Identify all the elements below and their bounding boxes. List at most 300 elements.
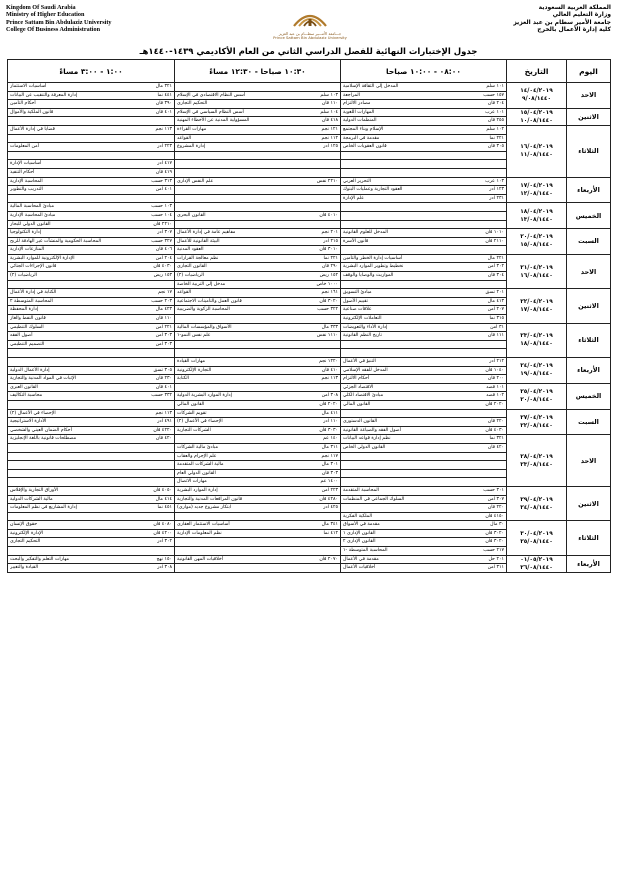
- course-cell-s2: [175, 151, 341, 160]
- course-code: ٢١٥ ادر: [323, 238, 338, 244]
- course-cell-s3: [8, 504, 175, 513]
- gregorian-date: ٢٢/٠٤/٢٠١٩: [520, 298, 553, 305]
- course-code: ٣٠١٠ قان: [319, 247, 338, 253]
- course-name: القانون الدولي الخاص: [343, 444, 386, 450]
- hijri-date: ٢٠/٠٨/١٤٤٠: [520, 397, 553, 404]
- course-cell-s1: [341, 478, 507, 487]
- course-name: القانون المالي: [177, 401, 205, 407]
- hijri-date: ١٧/٠٨/١٤٤٠: [520, 306, 553, 313]
- course-cell-s1: [341, 538, 507, 547]
- date-cell: [507, 409, 567, 435]
- course-cell-s2: [175, 461, 341, 470]
- course-cell-s3: [8, 375, 175, 384]
- course-cell-s2: [175, 186, 341, 195]
- course-name: المسؤولية المدنية عن الأخطاء المهنية: [177, 118, 250, 124]
- course-cell-s3: [8, 229, 175, 238]
- course-code: ٣٠٣٠ قان: [319, 427, 338, 433]
- course-code: ١٥٢ ريض: [319, 273, 338, 279]
- header-slot-3: ١:٠٠ - ٣:٠٠ مساءً: [8, 60, 175, 83]
- table-row: [8, 229, 611, 238]
- course-code: ١٠١ قصد: [486, 384, 504, 390]
- course-name: مقدمة في البرمجة: [343, 135, 380, 141]
- course-name: إدارة الأعمال الدولية: [10, 367, 50, 373]
- course-code: ٢٢٠ قان: [487, 505, 504, 511]
- course-cell-s3: [8, 495, 175, 504]
- course-code: ٤٠١ قان: [155, 384, 172, 390]
- course-cell-s3: [8, 134, 175, 143]
- course-code: ٢٠٤ امن: [155, 255, 172, 261]
- course-code: ١٠٠٠ خاص: [316, 281, 338, 287]
- course-name: إدارة التكنولوجيا: [10, 230, 42, 236]
- course-cell-s2: [175, 246, 341, 255]
- course-code: ٤١٧ ادر: [157, 161, 172, 167]
- course-code: ١١٣ نجم: [155, 126, 172, 132]
- course-name: مهارات القراءة: [177, 126, 207, 132]
- course-name: مالية الشركات الدولية: [10, 496, 53, 502]
- course-code: ٤٠١٠ قان: [319, 212, 338, 218]
- course-code: ٣١٣ حسب: [151, 178, 172, 184]
- course-cell-s1: [341, 203, 507, 212]
- course-cell-s3: [8, 186, 175, 195]
- english-line: College Of Business Administration: [6, 25, 101, 33]
- course-code: ٤١٩ قان: [155, 169, 172, 175]
- course-cell-s2: [175, 160, 341, 169]
- course-cell-s1: [341, 452, 507, 461]
- course-cell-s2: [175, 306, 341, 315]
- english-line: Ministry of Higher Education: [6, 11, 85, 19]
- course-code: ٤١٠ قان: [321, 367, 338, 373]
- course-name: التحكيم التجاري: [177, 101, 208, 107]
- course-name: المحاسبة الزكوية والضريبية: [177, 307, 230, 313]
- course-name: الملكية الفكرية: [343, 513, 373, 519]
- course-code: ٤٠٥٠ قان: [153, 487, 172, 493]
- date-cell: [507, 435, 567, 487]
- course-code: ١٥٣ ريض: [153, 273, 172, 279]
- course-cell-s3: [8, 177, 175, 186]
- gregorian-date: ٢٧/٠٤/٢٠١٩: [520, 414, 553, 421]
- course-cell-s3: [8, 168, 175, 177]
- course-code: ٤٤١ نما: [157, 92, 172, 98]
- course-code: ٢٠٢٠ قان: [319, 401, 338, 407]
- course-cell-s2: [175, 263, 341, 272]
- course-cell-s3: [8, 529, 175, 538]
- course-cell-s2: [175, 108, 341, 117]
- course-name: الإحصاء في الأعمال (٢): [10, 410, 56, 416]
- course-name: تقييم الأصول: [343, 298, 368, 304]
- course-code: ٢٣١ ادر: [489, 195, 504, 201]
- course-code: ٣٢١ مال: [155, 84, 172, 89]
- course-code: ٣٠٢٠ قان: [485, 530, 504, 536]
- course-cell-s1: [341, 151, 507, 160]
- course-code: ٣٣٢ حسب: [151, 393, 172, 399]
- day-cell: الاثنين: [567, 486, 611, 520]
- course-cell-s3: [8, 306, 175, 315]
- course-code: ٢٠١ حل: [488, 556, 504, 562]
- course-cell-s1: [341, 143, 507, 152]
- course-code: ٤٠٣٠ قان: [485, 427, 504, 433]
- course-code: ١٠١ عرب: [485, 109, 504, 115]
- course-name: قانون الأسرة: [343, 238, 369, 244]
- gregorian-date: ١٥/٠٤/٢٠١٩: [520, 109, 553, 116]
- page-title: جدول الإختبارات النهائية للفصل الدراسي الثاني من العام الأكاديمي ١٤٣٩-١٤٤٠هـ: [139, 47, 478, 57]
- course-cell-s2: [175, 340, 341, 349]
- course-cell-s1: [341, 83, 507, 92]
- course-cell-s1: [341, 229, 507, 238]
- course-cell-s3: [8, 418, 175, 427]
- course-code: ٢١٧ حسب: [483, 548, 504, 554]
- course-name: المحاسبة الحكومية والمنشآت غير الهادفة للربح: [10, 238, 102, 244]
- day-cell: الاثنين: [567, 108, 611, 125]
- date-cell: [507, 323, 567, 357]
- course-code: ١٠١ سلم: [486, 84, 504, 89]
- course-name: مفاهيم عامة في إدارة الأعمال: [177, 230, 236, 236]
- course-cell-s2: [175, 254, 341, 263]
- course-cell-s1: [341, 211, 507, 220]
- course-cell-s1: [341, 555, 507, 564]
- hijri-date: ٢٢/٠٨/١٤٤٠: [520, 422, 553, 429]
- header-slot-2: ١٠:٣٠ صباحا - ١٢:٣٠ مساءً: [175, 60, 341, 83]
- course-cell-s3: [8, 512, 175, 521]
- course-cell-s2: [175, 564, 341, 573]
- course-name: مقدمة في الأسواق: [343, 522, 380, 528]
- arabic-header: [461, 4, 611, 34]
- course-code: ٣٢١ نما: [489, 436, 504, 442]
- day-cell: الثلاثاء: [567, 521, 611, 555]
- course-name: التحكيم التجاري: [10, 539, 41, 545]
- course-cell-s1: [341, 272, 507, 281]
- course-name: علم الإجرام والعقاب: [177, 453, 217, 459]
- course-code: ١٢٣ ادر: [489, 187, 504, 193]
- course-code: ٣٠١ مال: [321, 462, 338, 468]
- date-cell: [507, 254, 567, 288]
- course-cell-s2: [175, 366, 341, 375]
- gregorian-date: ٢٩/٠٤/٢٠١٩: [520, 496, 553, 503]
- course-name: التعاملات الإلكترونية: [343, 316, 382, 322]
- course-cell-s3: [8, 349, 175, 358]
- course-cell-s2: [175, 237, 341, 246]
- course-cell-s2: [175, 297, 341, 306]
- course-cell-s2: [175, 358, 341, 367]
- course-name: علاقات صناعية: [343, 307, 372, 313]
- course-name: مهارات الاتصال: [177, 479, 207, 485]
- hijri-date: ٢٦/٠٨/١٤٤٠: [520, 564, 553, 571]
- course-code: ٤٠١ امن: [155, 187, 172, 193]
- course-cell-s2: [175, 426, 341, 435]
- course-cell-s2: [175, 486, 341, 495]
- course-cell-s1: [341, 254, 507, 263]
- course-cell-s2: [175, 409, 341, 418]
- course-name: مصطلحات قانونية باللغة الإنجليزية: [10, 436, 77, 442]
- course-code: ٢٢١ امن: [155, 324, 172, 330]
- course-cell-s2: [175, 125, 341, 134]
- course-cell-s1: [341, 246, 507, 255]
- hijri-date: ٢٣/٠٨/١٤٤٠: [520, 461, 553, 468]
- course-name: ابتكار مشروع جديد (مواري): [177, 505, 232, 511]
- course-cell-s3: [8, 461, 175, 470]
- course-code: ١٠٣ حسب: [151, 204, 172, 210]
- course-code: ٣١١ مال: [321, 444, 338, 450]
- course-code: ٤٥١ نما: [157, 505, 172, 511]
- course-cell-s2: [175, 211, 341, 220]
- course-cell-s2: [175, 443, 341, 452]
- course-code: ٣٩٠ قان: [155, 101, 172, 107]
- course-name: مدخل إلى التربية الخاصة: [177, 281, 226, 287]
- hijri-date: ١٨/٠٨/١٤٤٠: [520, 341, 553, 348]
- course-code: ٣١٥ نما: [489, 316, 504, 322]
- course-name: مهارات القيادة: [177, 359, 206, 364]
- course-name: الرياضيات (٢): [10, 273, 37, 279]
- course-cell-s2: [175, 538, 341, 547]
- course-code: ١١٧ نجم: [321, 453, 338, 459]
- exam-schedule-table: [7, 59, 611, 573]
- course-cell-s1: [341, 177, 507, 186]
- course-code: ١٥٧ حسب: [483, 92, 504, 98]
- course-code: ١٦١ نجم: [321, 290, 338, 296]
- course-cell-s1: [341, 366, 507, 375]
- date-cell: [507, 383, 567, 409]
- course-cell-s1: [341, 512, 507, 521]
- course-name: القواعد: [177, 290, 192, 296]
- course-name: نظم إدارة قواعد البيانات: [343, 436, 391, 442]
- table-row: [8, 203, 611, 212]
- course-code: ٣٤١ مال: [321, 522, 338, 528]
- date-cell: [507, 203, 567, 229]
- course-code: ٤١٥٠ قان: [485, 513, 504, 519]
- course-name: القيادة والتغيير: [10, 565, 39, 571]
- gregorian-date: ١٤/٠٤/٢٠١٩: [520, 88, 553, 95]
- course-cell-s3: [8, 366, 175, 375]
- course-cell-s1: [341, 91, 507, 100]
- course-cell-s2: [175, 194, 341, 203]
- course-cell-s3: [8, 211, 175, 220]
- course-code: ٣٠٣ قان: [321, 470, 338, 476]
- course-code: ٢٣٠ قان: [155, 376, 172, 382]
- header-day: اليوم: [567, 60, 611, 83]
- arabic-line: وزارة التعليم العالي: [552, 11, 611, 19]
- gregorian-date: ٢٨/٠٤/٢٠١٩: [520, 453, 553, 460]
- course-code: ١١٠ ادر: [323, 419, 338, 425]
- table-header-row: [8, 60, 611, 83]
- english-line: Prince Sattam Bin Abdulaziz University: [6, 18, 112, 26]
- date-cell: [507, 83, 567, 109]
- course-cell-s1: [341, 237, 507, 246]
- course-code: ٤١٤ مال: [155, 496, 172, 502]
- course-name: الإدارة الإلكترونية للموارد البشرية: [10, 255, 75, 261]
- course-cell-s3: [8, 100, 175, 109]
- date-cell: [507, 108, 567, 125]
- course-cell-s2: [175, 83, 341, 92]
- course-name: إدارة المشاريع في نظم المعلومات: [10, 505, 77, 511]
- course-cell-s2: [175, 383, 341, 392]
- course-cell-s2: [175, 521, 341, 530]
- course-name: قانون النفط والغاز: [10, 316, 46, 322]
- course-cell-s2: [175, 91, 341, 100]
- course-cell-s2: [175, 100, 341, 109]
- course-cell-s2: [175, 349, 341, 358]
- course-cell-s1: [341, 306, 507, 315]
- course-cell-s1: [341, 168, 507, 177]
- course-name: العقود المدنية: [177, 247, 204, 253]
- course-name: نظم المعلومات الإدارية: [177, 530, 222, 536]
- course-name: أحكام الالتزام: [343, 376, 370, 382]
- course-cell-s3: [8, 151, 175, 160]
- course-code: ١٠٢ قصد: [486, 393, 504, 399]
- day-cell: الخميس: [567, 203, 611, 229]
- course-cell-s1: [341, 100, 507, 109]
- course-name: مبادئ التسويق: [343, 290, 372, 296]
- course-code: ٤١١ مال: [321, 410, 338, 416]
- course-code: ١٢٥ ادر: [323, 144, 338, 150]
- course-cell-s3: [8, 478, 175, 487]
- course-cell-s1: [341, 383, 507, 392]
- table-row: [8, 254, 611, 263]
- table-row: [8, 108, 611, 117]
- course-cell-s3: [8, 452, 175, 461]
- table-row: [8, 486, 611, 495]
- course-code: ٤٠٣٠ قان: [153, 264, 172, 270]
- course-cell-s2: [175, 203, 341, 212]
- day-cell: الأربعاء: [567, 555, 611, 572]
- course-code: ٢٠٣ حسب: [151, 298, 172, 304]
- course-cell-s1: [341, 375, 507, 384]
- course-code: ٢٢١٠ نفس: [316, 178, 338, 184]
- course-code: ٣٣٣ مال: [321, 324, 338, 330]
- course-cell-s1: [341, 349, 507, 358]
- course-code: ٤٢٠ قان: [155, 436, 172, 442]
- course-cell-s3: [8, 83, 175, 92]
- date-cell: [507, 289, 567, 323]
- course-cell-s3: [8, 469, 175, 478]
- table-row: [8, 323, 611, 332]
- course-cell-s1: [341, 263, 507, 272]
- course-cell-s3: [8, 555, 175, 564]
- course-cell-s2: [175, 177, 341, 186]
- hijri-date: ١٢/٠٨/١٤٤٠: [520, 190, 553, 197]
- course-cell-s1: [341, 392, 507, 401]
- day-cell: السبت: [567, 409, 611, 435]
- course-name: المدخل للفقه الإسلامي: [343, 367, 388, 373]
- course-code: ٢٢٣ ادر: [157, 144, 172, 150]
- course-code: ٢٢١ مال: [487, 255, 504, 261]
- english-header: [6, 4, 176, 33]
- course-code: ٣١ امن: [490, 324, 504, 330]
- course-cell-s3: [8, 443, 175, 452]
- header-date: التاريخ: [507, 60, 567, 83]
- logo-text-en: Prince Sattam Bin Abdulaziz University: [273, 35, 347, 41]
- course-cell-s1: [341, 529, 507, 538]
- course-name: محاسبة التكاليف: [10, 393, 43, 399]
- course-cell-s1: [341, 521, 507, 530]
- course-code: ٤٩١ ادر: [157, 419, 172, 425]
- date-cell: [507, 555, 567, 572]
- course-name: مبادئ المحاسبة الإدارية: [10, 212, 56, 218]
- course-cell-s2: [175, 478, 341, 487]
- gregorian-date: ١٨/٠٤/٢٠١٩: [520, 208, 553, 215]
- course-name: قضايا في إدارة الأعمال: [10, 126, 55, 132]
- course-name: قانون العمل والتأمينات الاجتماعية: [177, 298, 242, 304]
- course-cell-s2: [175, 504, 341, 513]
- course-name: التصميم التنظيمي: [10, 341, 45, 347]
- course-cell-s3: [8, 486, 175, 495]
- date-cell: [507, 521, 567, 555]
- course-code: ٢٢٠ قان: [487, 419, 504, 425]
- course-name: أساسيات الإدارة: [10, 161, 42, 167]
- course-code: ١١٣ نجم: [155, 410, 172, 416]
- course-name: علم الإدارة: [343, 195, 365, 201]
- course-name: القواعد: [177, 135, 192, 141]
- course-cell-s2: [175, 418, 341, 427]
- course-code: ١٤٠٠ عم: [320, 479, 338, 485]
- course-code: ١٧ نجم: [158, 290, 172, 296]
- course-name: الإسلام وبناء المجتمع: [343, 126, 384, 132]
- course-cell-s1: [341, 564, 507, 573]
- course-code: ٢١١٠ قان: [485, 238, 504, 244]
- course-cell-s1: [341, 315, 507, 324]
- course-cell-s1: [341, 108, 507, 117]
- course-cell-s3: [8, 143, 175, 152]
- course-name: قانون المرافعات المدنية والتجارية: [177, 496, 243, 502]
- course-cell-s3: [8, 538, 175, 547]
- date-cell: [507, 177, 567, 203]
- course-name: المنازعات الإدارية: [10, 247, 45, 253]
- course-code: ٢٠٧ امن: [487, 307, 504, 313]
- course-cell-s3: [8, 125, 175, 134]
- course-name: نظم معالجة القرارات: [177, 255, 219, 261]
- arabic-line: كلية إدارة الأعمال بالخرج: [537, 26, 611, 34]
- course-code: ٢٠٧٠ قان: [319, 556, 338, 562]
- course-cell-s1: [341, 435, 507, 444]
- course-code: ١٠٢ سلم: [486, 126, 504, 132]
- table-row: [8, 383, 611, 392]
- course-name: قانون الإجراءات الجنائي: [10, 264, 57, 270]
- course-code: ٤١٨ قان: [321, 118, 338, 124]
- course-code: ٢٠١ تسق: [485, 290, 504, 296]
- page-header: [0, 0, 617, 60]
- course-cell-s2: [175, 117, 341, 126]
- course-cell-s3: [8, 297, 175, 306]
- course-cell-s1: [341, 117, 507, 126]
- course-name: الإدارة الإلكترونية: [10, 530, 44, 536]
- course-code: ٢٠١ نجم: [321, 230, 338, 236]
- course-code: ٢٠٢٠ قان: [485, 401, 504, 407]
- course-code: ٣١١ امن: [487, 565, 504, 571]
- course-cell-s1: [341, 504, 507, 513]
- course-cell-s3: [8, 91, 175, 100]
- course-cell-s1: [341, 461, 507, 470]
- hijri-date: ١٣/٠٨/١٤٤٠: [520, 216, 553, 223]
- table-row: [8, 125, 611, 134]
- table-row: [8, 409, 611, 418]
- date-cell: [507, 358, 567, 384]
- course-code: ٣٠٤ قان: [487, 273, 504, 279]
- day-cell: الثلاثاء: [567, 125, 611, 177]
- course-name: قانون الملكية والأموال: [10, 109, 54, 115]
- course-code: ٤١٣ مال: [487, 298, 504, 304]
- course-cell-s1: [341, 332, 507, 341]
- course-code: ٣٢٢ حسب: [317, 307, 338, 313]
- gregorian-date: ٢٠/٠٤/٢٠١٩: [520, 234, 553, 241]
- hijri-date: ٩/٠٨/١٤٤٠: [521, 96, 551, 103]
- course-name: القانون البحري: [177, 212, 206, 218]
- course-cell-s1: [341, 469, 507, 478]
- course-cell-s1: [341, 280, 507, 289]
- course-cell-s2: [175, 547, 341, 556]
- course-cell-s1: [341, 547, 507, 556]
- course-code: ٣٠٢ امن: [487, 264, 504, 270]
- course-cell-s3: [8, 220, 175, 229]
- hijri-date: ٢٥/٠٨/١٤٤٠: [520, 538, 553, 545]
- table-row: [8, 177, 611, 186]
